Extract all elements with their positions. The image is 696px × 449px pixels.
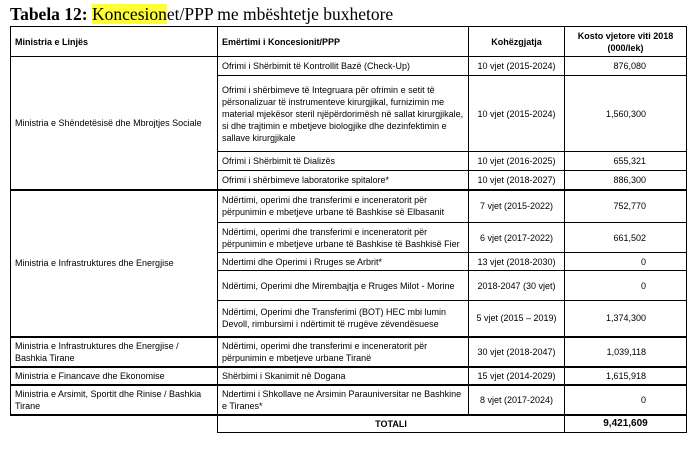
header-cost: Kosto vjetore viti 2018 (000/lek)	[565, 27, 687, 57]
duration-cell: 10 vjet (2018-2027)	[469, 171, 565, 190]
duration-cell: 6 vjet (2017-2022)	[469, 223, 565, 253]
total-value: 9,421,609	[565, 415, 687, 433]
table-title	[10, 3, 393, 25]
duration-cell: 8 vjet (2017-2024)	[469, 385, 565, 415]
concessions-table	[10, 26, 687, 433]
concession-name: Ndërtimi, Operimi dhe Mirembajtja e Rruges Milot - Morine	[218, 271, 469, 301]
ministry-cell: Ministria e Infrastruktures dhe Energjise / Bashkia Tirane	[11, 337, 218, 367]
duration-cell: 5 vjet (2015 – 2019)	[469, 301, 565, 337]
duration-cell: 2018-2047 (30 vjet)	[469, 271, 565, 301]
cost-cell: 1,374,300	[565, 301, 687, 337]
cost-cell: 886,300	[565, 171, 687, 190]
title-text: et/PPP me mbështetje buxhetore	[166, 4, 394, 24]
ministry-cell: Ministria e Shëndetësisë dhe Mbrojtjes Sociale	[11, 57, 218, 190]
duration-cell: 30 vjet (2018-2047)	[469, 337, 565, 367]
cost-cell: 1,039,118	[565, 337, 687, 367]
concession-name: Ndertimi i Shkollave ne Arsimin Parauniversitar ne Bashkine e Tiranes*	[218, 385, 469, 415]
duration-cell: 10 vjet (2016-2025)	[469, 152, 565, 171]
header-concession: Emërtimi i Koncesionit/PPP	[218, 27, 469, 57]
duration-cell: 15 vjet (2014-2029)	[469, 367, 565, 385]
table-number: Tabela 12:	[10, 4, 88, 24]
concession-name: Ndërtimi, operimi dhe transferimi e inceneratorit për përpunimin e mbetjeve urbane të Bashkise së Elbasanit	[218, 190, 469, 223]
concession-name: Ndërtimi, Operimi dhe Transferimi (BOT) HEC mbi lumin Devoll, rimbursimi i ndërtimit të rrugëve zëvendësuese	[218, 301, 469, 337]
ministry-cell: Ministria e Arsimit, Sportit dhe Rinise / Bashkia Tirane	[11, 385, 218, 415]
cost-cell: 0	[565, 253, 687, 271]
cost-cell: 661,502	[565, 223, 687, 253]
ministry-cell: Ministria e Financave dhe Ekonomise	[11, 367, 218, 385]
cost-cell: 655,321	[565, 152, 687, 171]
concession-name: Ndërtimi, operimi dhe transferimi e inceneratorit për përpunimin e mbetjeve urbane Tiranë	[218, 337, 469, 367]
concession-name: Ofrimi i Shërbimit të Kontrollit Bazë (Check-Up)	[218, 57, 469, 76]
header-ministry: Ministria e Linjës	[11, 27, 218, 57]
cost-cell: 752,770	[565, 190, 687, 223]
concession-name: Ofrimi i Shërbimit të Dializës	[218, 152, 469, 171]
ministry-cell: Ministria e Infrastruktures dhe Energjise	[11, 190, 218, 337]
cost-cell: 0	[565, 385, 687, 415]
cost-cell: 0	[565, 271, 687, 301]
duration-cell: 7 vjet (2015-2022)	[469, 190, 565, 223]
concession-name: Ndërtimi, operimi dhe transferimi e inceneratorit për përpunimin e mbetjeve urbane të Bashkise të Bashkisë Fier	[218, 223, 469, 253]
concession-name: Shërbimi i Skanimit në Dogana	[218, 367, 469, 385]
highlighted-word: Koncesion	[92, 4, 167, 24]
cost-cell: 1,615,918	[565, 367, 687, 385]
concession-name: Ofrimi i shërbimeve të Integruara për ofrimin e setit të përsonalizuar të instrumenteve kirurgjikal, furnizimin me material mjekësor steril njëpërdorimësh në sallat kirurgjikale, si dhe trajtimin e mbetjeve biologjike dhe dezinfektimin e sallave kirurgjikale	[218, 76, 469, 152]
total-label: TOTALI	[218, 415, 565, 433]
cost-cell: 1,560,300	[565, 76, 687, 152]
total-spacer	[11, 415, 218, 433]
concession-name: Ndertimi dhe Operimi i Rruges se Arbrit*	[218, 253, 469, 271]
duration-cell: 13 vjet (2018-2030)	[469, 253, 565, 271]
cost-cell: 876,080	[565, 57, 687, 76]
header-duration: Kohëzgjatja	[469, 27, 565, 57]
duration-cell: 10 vjet (2015-2024)	[469, 76, 565, 152]
duration-cell: 10 vjet (2015-2024)	[469, 57, 565, 76]
concession-name: Ofrimi i shërbimeve laboratorike spitalore*	[218, 171, 469, 190]
